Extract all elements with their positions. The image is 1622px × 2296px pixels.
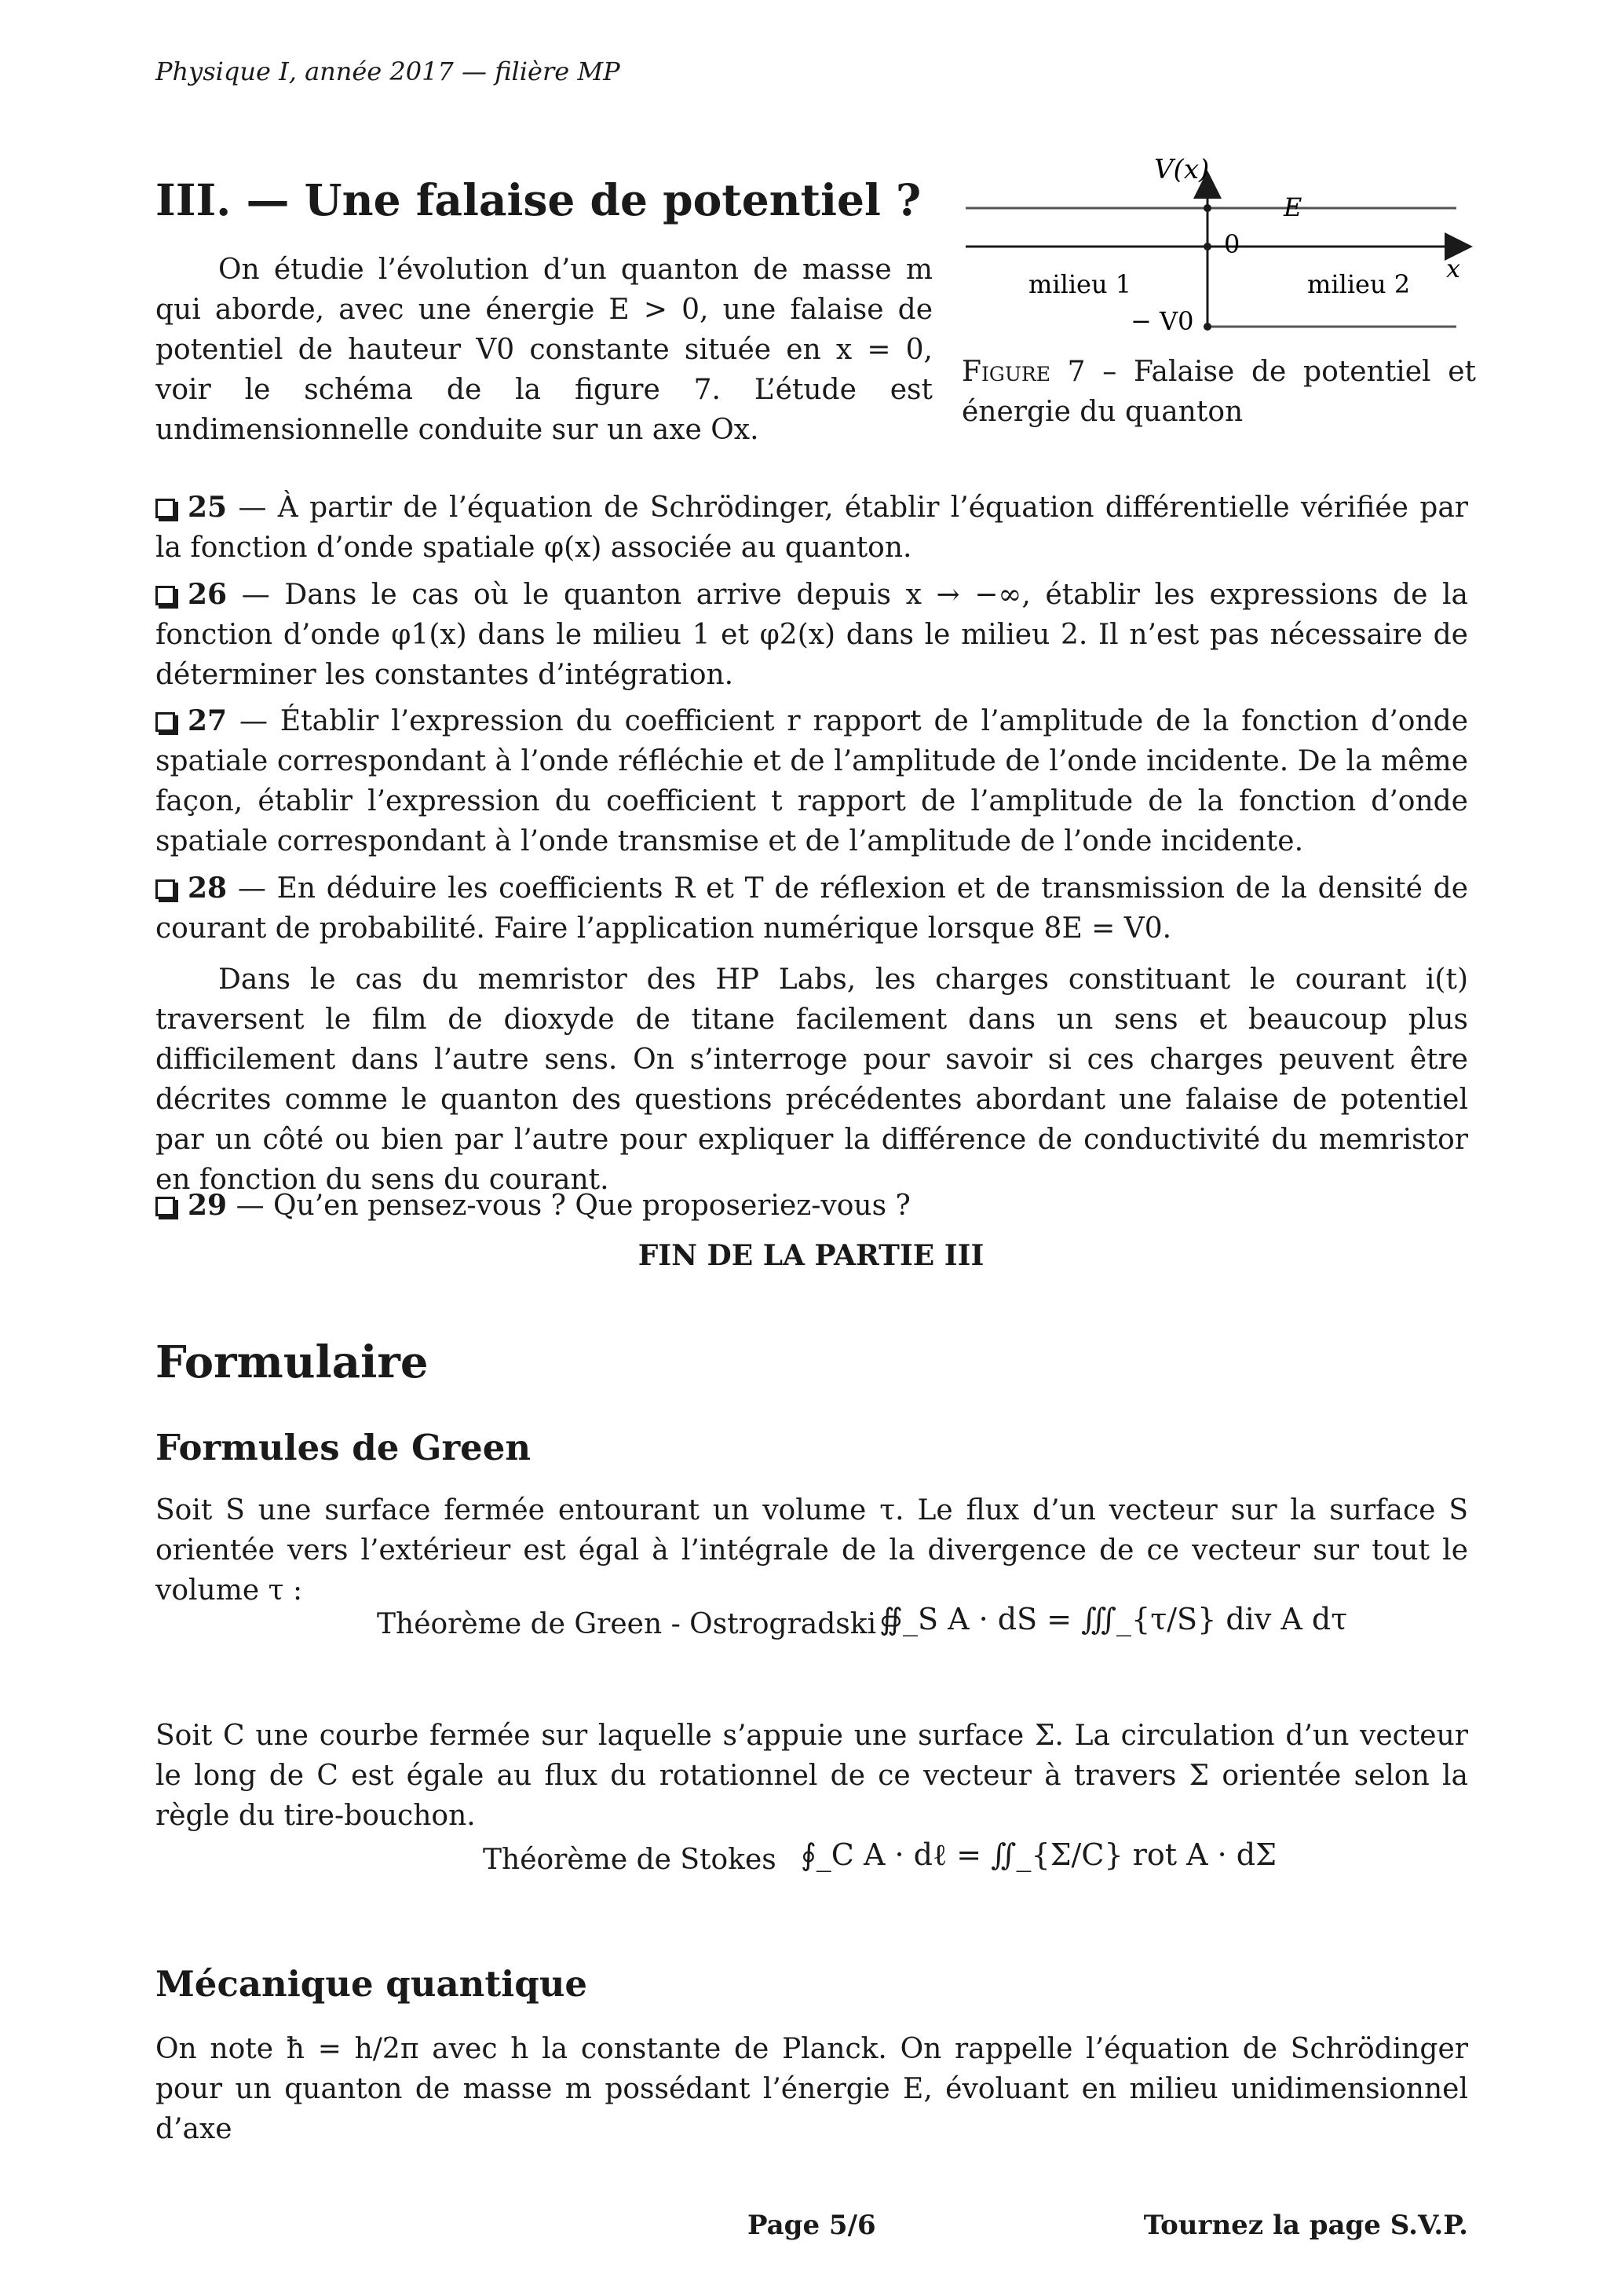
question-27: 27 — Établir l’expression du coefficient r rapport de l’amplitude de la fonction d’onde spatiale correspondant à l’onde réfléchie et de l’amplitude de l’onde incidente. De la même façon, établir l’expression du coefficient t rapport de l’amplitude de la fonction d’onde spatiale correspondant à l’onde transmise et de l’amplitude de l’onde incidente. <box>155 704 1468 857</box>
green-title: Formules de Green <box>155 1427 532 1468</box>
v-axis-label: V(x) <box>1154 154 1210 185</box>
end-of-part: FIN DE LA PARTIE III <box>637 1239 985 1272</box>
checkbox-icon <box>155 712 175 732</box>
mq-text: On note ħ = h/2π avec h la constante de Planck. On rappelle l’équation de Schrödinger pour un quanton de masse m possédant l’énergie E, évoluant en milieu unidimensionnel d’axe <box>155 2033 1468 2145</box>
question-25: 25 — À partir de l’équation de Schrödinger, établir l’équation différentielle vérifiée par la fonction d’onde spatiale φ(x) associée au quanton. <box>155 491 1468 564</box>
intro-paragraph: On étudie l’évolution d’un quanton de masse m qui aborde, avec une énergie E > 0, une falaise de potentiel de hauteur V0 constante située en x = 0, voir le schéma de la figure 7. L’étude est undimensionnelle conduite sur un axe Ox. <box>155 254 933 446</box>
point-zero <box>1204 243 1211 250</box>
ostrogradski-formula: ∯_S A · dS = ∭_{τ/S} div A dτ <box>879 1602 1348 1636</box>
energy-label: E <box>1284 192 1302 222</box>
caption-text: – Falaise de potentiel et énergie du quanton <box>962 356 1476 428</box>
page-header: Physique I, année 2017 — filière MP <box>155 57 620 86</box>
checkbox-icon <box>155 879 175 899</box>
point-minus-v0 <box>1204 323 1211 331</box>
figure-caption <box>962 352 1476 432</box>
stokes-label: Théorème de Stokes <box>483 1844 776 1876</box>
turn-page: Tournez la page S.V.P. <box>1143 2210 1468 2241</box>
figure-potential-cliff <box>962 153 1476 357</box>
mq-title: Mécanique quantique <box>155 1963 588 2005</box>
point-e <box>1204 204 1211 212</box>
question-28: 28 — En déduire les coefficients R et T de réflexion et de transmission de la densité de courant de probabilité. Faire l’application numérique lorsque 8E = V0. <box>155 872 1468 945</box>
green-text: Soit S une surface fermée entourant un volume τ. Le flux d’un vecteur sur la surface S orientée vers l’extérieur est égal à l’intégrale de la divergence de ce vecteur sur tout le volume τ : <box>155 1494 1468 1607</box>
page-number: Page 5/6 <box>747 2210 876 2241</box>
ostrogradski-label: Théorème de Green - Ostrogradski <box>377 1608 877 1640</box>
stokes-text: Soit C une courbe fermée sur laquelle s’appuie une surface Σ. La circulation d’un vecteur le long de C est égale au flux du rotationnel de ce vecteur à travers Σ orientée selon la règle du tire-bouchon. <box>155 1720 1468 1832</box>
checkbox-icon <box>155 586 175 605</box>
checkbox-icon <box>155 1197 175 1216</box>
formulaire-title: Formulaire <box>155 1336 429 1388</box>
zero-label: 0 <box>1224 229 1240 259</box>
stokes-formula: ∮_C A · dℓ = ∬_{Σ/C} rot A · dΣ <box>801 1837 1277 1872</box>
checkbox-icon <box>155 499 175 518</box>
question-26: 26 — Dans le cas où le quanton arrive depuis x → −∞, établir les expressions de la fonction d’onde φ1(x) dans le milieu 1 et φ2(x) dans le milieu 2. Il n’est pas nécessaire de déterminer les constantes d’intégration. <box>155 578 1468 691</box>
memristor-paragraph: Dans le cas du memristor des HP Labs, les charges constituant le courant i(t) traversent le film de dioxyde de titane facilement dans un sens et beaucoup plus difficilement dans l’autre sens. On s’interroge pour savoir si ces charges peuvent être décrites comme le quanton des questions précédentes abordant une falaise de potentiel par un côté ou bien par l’autre pour expliquer la différence de conductivité du memristor en fonction du sens du courant. <box>155 963 1468 1196</box>
minus-v0-label: − V0 <box>1131 306 1194 336</box>
medium2-label: milieu 2 <box>1307 269 1411 299</box>
x-axis-label: x <box>1446 254 1461 283</box>
section-title: III. — Une falaise de potentiel ? <box>155 174 922 225</box>
question-29: 29 — Qu’en pensez-vous ? Que proposeriez-vous ? <box>155 1186 1468 1226</box>
caption-label: Figure 7 <box>962 356 1086 388</box>
medium1-label: milieu 1 <box>1028 269 1132 299</box>
